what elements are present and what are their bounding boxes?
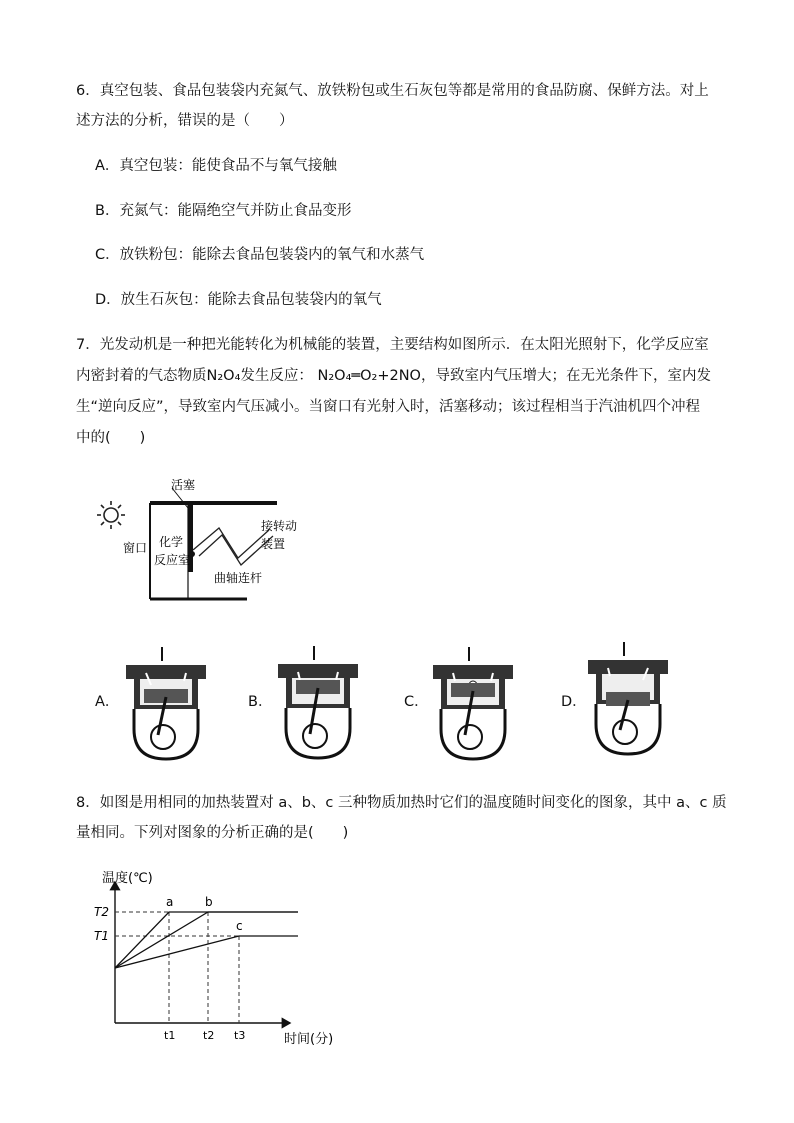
engine-stroke-c-image [425, 645, 521, 763]
engine-stroke-d-image [580, 632, 676, 758]
q7-stem-line4: 中的( ) [76, 430, 146, 446]
y-tick-T2: T2 [94, 905, 109, 919]
crankshaft [303, 724, 327, 748]
q8-stem-line1: 8．如图是用相同的加热装置对 a、b、c 三种物质加热时它们的温度随时间变化的图象，其中 a、c 质 [76, 795, 727, 811]
x-tick-t3: t3 [234, 1029, 246, 1042]
piston-label: 活塞 [171, 478, 196, 492]
q7-stem-line3: 生“逆向反应”，导致室内气压减小。当窗口有光射入时，活塞移动；该过程相当于汽油机四个冲程 [76, 399, 701, 415]
light-engine-diagram [95, 472, 300, 607]
q6-option-b: B．充氮气：能隔绝空气并防止食品变形 [95, 203, 352, 219]
crankshaft [151, 725, 175, 749]
crankshaft [458, 725, 482, 749]
q7-option-c-label: C． [404, 694, 429, 710]
crankshaft [613, 720, 637, 744]
window-label: 窗口 [123, 541, 148, 555]
q7-stem-line1: 7．光发动机是一种把光能转化为机械能的装置，主要结构如图所示．在太阳光照射下，化学反应室 [76, 337, 709, 353]
chamber-label-1: 化学 [159, 535, 184, 549]
q6-option-d: D．放生石灰包：能除去食品包装袋内的氧气 [95, 292, 382, 308]
series-line-a [115, 912, 298, 968]
q7-option-d-label: D． [561, 694, 587, 710]
x-tick-t1: t1 [164, 1029, 176, 1042]
device-label-1: 接转动 [261, 519, 298, 533]
x-tick-t2: t2 [203, 1029, 215, 1042]
device-label-2: 装置 [261, 537, 286, 551]
crank-label: 曲轴连杆 [214, 571, 263, 585]
series-label-a: a [166, 895, 174, 909]
q7-option-b-label: B． [248, 694, 273, 710]
q6-option-c: C．放铁粉包：能除去食品包装袋内的氧气和水蒸气 [95, 247, 425, 263]
q6-stem-line1: 6．真空包装、食品包装袋内充氮气、放铁粉包或生石灰包等都是常用的食品防腐、保鲜方法。对上 [76, 83, 709, 99]
engine-stroke-b-image [270, 638, 366, 762]
chamber-label-2: 反应室 [154, 553, 191, 567]
x-axis-label: 时间(分) [284, 1032, 334, 1047]
y-tick-T1: T1 [94, 929, 109, 943]
y-axis-label: 温度(℃) [102, 871, 153, 886]
q6-option-a: A．真空包装：能使食品不与氧气接触 [95, 158, 337, 174]
engine-stroke-a-image [118, 645, 214, 763]
q7-stem-line2: 内密封着的气态物质N₂O₄发生反应： N₂O₄═O₂+2NO，导致室内气压增大；在无光条件下，室内发 [76, 368, 711, 384]
temperature-time-chart [90, 860, 350, 1050]
series-label-c: c [236, 919, 243, 933]
series-label-b: b [205, 895, 213, 909]
q7-option-a-label: A． [95, 694, 120, 710]
q8-stem-line2: 量相同。下列对图象的分析正确的是( ) [76, 825, 349, 841]
q6-stem-line2: 述方法的分析，错误的是（ ） [76, 113, 294, 129]
sun-icon [97, 501, 125, 529]
